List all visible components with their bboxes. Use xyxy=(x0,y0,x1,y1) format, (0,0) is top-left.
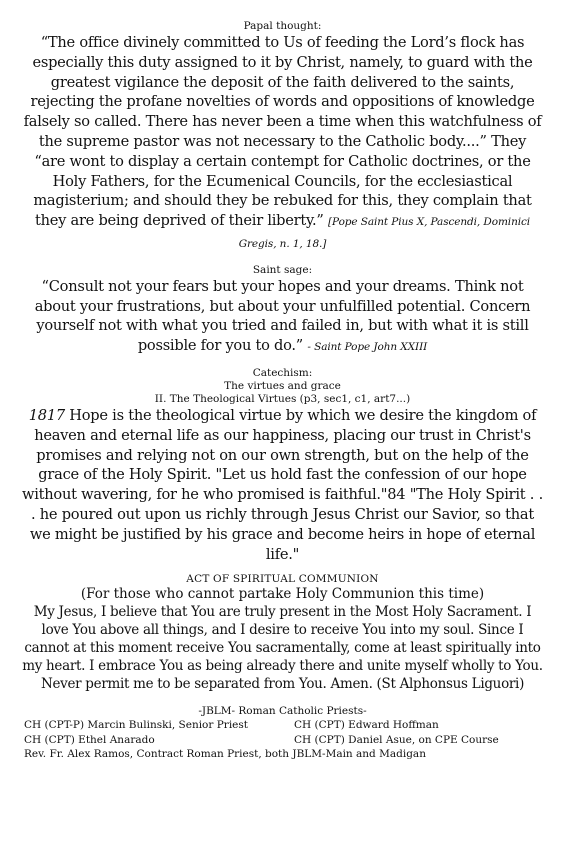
priests-heading: -JBLM- Roman Catholic Priests- xyxy=(198,705,367,718)
papal-thought-section xyxy=(22,20,543,255)
spiritual-communion-section xyxy=(22,573,543,693)
priest-name: CH (CPT-P) Marcin Bulinski, Senior Priest xyxy=(24,719,249,732)
catechism-section xyxy=(22,367,543,564)
catechism-paragraph-number: 1817 xyxy=(28,406,65,424)
priests-section xyxy=(22,705,543,762)
priest-name: CH (CPT) Ethel Anarado xyxy=(24,733,155,746)
act-prayer: My Jesus, I believe that You are truly present in the Most Holy Sacrament. I love You above all things, and I desire to receive You into my soul. Since I cannot at this moment receive You sacramentally, come at least spiritually into my heart. I embrace You as being already there and unite myself wholly to You. Never permit me to be separated from You. Amen. (St Alphonsus Liguori) xyxy=(22,604,543,693)
act-title: ACT OF SPIRITUAL COMMUNION xyxy=(186,573,379,586)
papal-thought-heading: Papal thought: xyxy=(243,20,322,32)
papal-quote-text: “The office divinely committed to Us of feeding the Lord’s flock has especially this duty assigned to it by Christ, namely, to guard with the greatest vigilance the deposit of the faith delivered to the saints, rejecting the profane novelties of words and oppositions of knowledge falsely so called. There has never been a time when this watchfulness of the supreme pastor was not necessary to the Catholic body....” They “are wont to display a certain contempt for Catholic doctrines, or the Holy Fathers, for the Ecumenical Councils, for the ecclesiastical magisterium; and should they be rebuked for this, they complain that they are being deprived of their liberty.” xyxy=(23,34,542,230)
priest-name: CH (CPT) Daniel Asue, on CPE Course xyxy=(294,733,499,746)
priest-name: CH (CPT) Edward Hoffman xyxy=(294,719,439,732)
papal-thought-quote xyxy=(22,33,543,255)
catechism-heading: Catechism: xyxy=(252,366,313,379)
saint-sage-quote xyxy=(22,277,543,358)
papal-quote-citation: [Pope Saint Pius X, Pascendi, Dominici Gregis, n. 1, 18.] xyxy=(238,216,531,250)
saint-sage-section xyxy=(22,264,543,358)
catechism-text: Hope is the theological virtue by which we desire the kingdom of heaven and eternal life as our happiness, placing our trust in Christ's promises and relying not on our own strength, but on the help of the grace of the Holy Spirit. "Let us hold fast the confession of our hope without wavering, for he who promised is faithful."84 "The Holy Spirit . . . he poured out upon us richly through Jesus Christ our Savior, so that we might be justified by his grace and become heirs in hope of eternal life." xyxy=(22,406,543,563)
catechism-subtitle-theological: II. The Theological Virtues (p3, sec1, c1, art7...) xyxy=(154,392,411,405)
act-subtitle: (For those who cannot partake Holy Communion this time) xyxy=(80,586,485,603)
saint-quote-citation: - Saint Pope John XXIII xyxy=(307,341,428,354)
saint-quote-text: “Consult not your fears but your hopes and your dreams. Think not about your frustrations, but about your unfulfilled potential. Concern yourself not with what you tried and failed in, but with what it is still possible for you to do.” xyxy=(34,277,531,355)
saint-sage-heading: Saint sage: xyxy=(252,263,313,276)
catechism-subtitle-virtues: The virtues and grace xyxy=(224,379,341,392)
catechism-paragraph xyxy=(22,406,543,564)
priests-row xyxy=(24,718,543,733)
priests-row xyxy=(24,733,543,748)
priests-list xyxy=(24,718,543,762)
priest-name: Rev. Fr. Alex Ramos, Contract Roman Priest, both JBLM-Main and Madigan xyxy=(24,748,426,761)
